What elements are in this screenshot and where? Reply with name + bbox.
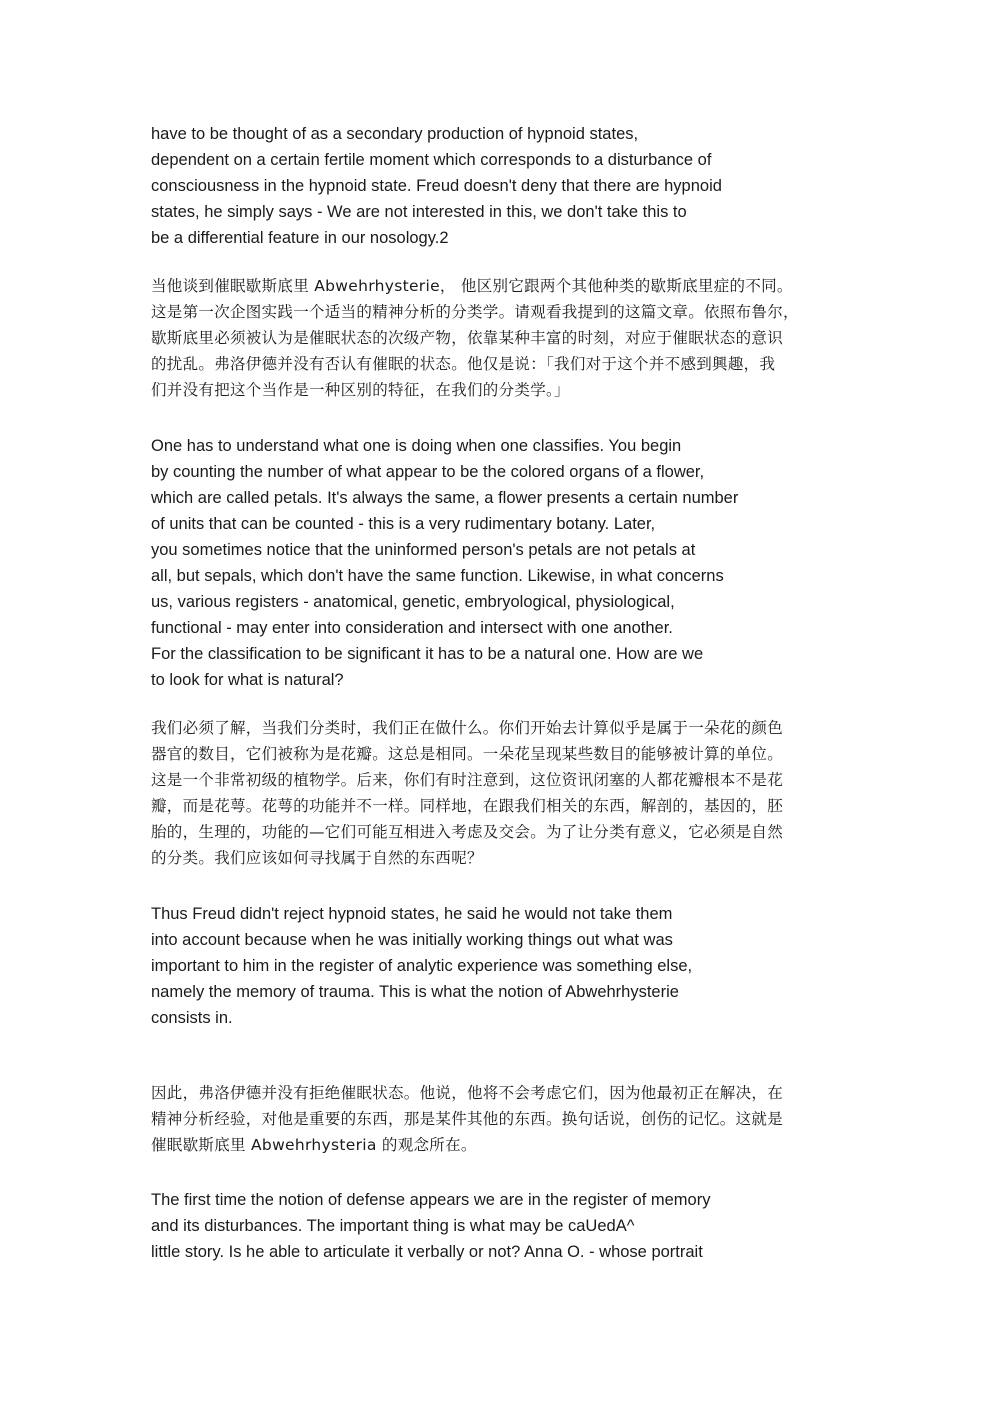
text-line: 我们必须了解，当我们分类时，我们正在做什么。你们开始去计算似乎是属于一朵花的颜色 — [151, 719, 784, 737]
text-line: little story. Is he able to articulate it verbally or not? Anna O. - whose portrait — [151, 1243, 703, 1261]
text-line: all, but sepals, which don't have the same function. Likewise, in what concerns — [151, 567, 724, 585]
text-line: 歇斯底里必须被认为是催眠状态的次级产物，依靠某种丰富的时刻，对应于催眠状态的意识 — [151, 329, 784, 347]
text-line: consciousness in the hypnoid state. Freud doesn't deny that there are hypnoid — [151, 177, 722, 195]
text-line: important to him in the register of analytic experience was something else, — [151, 957, 693, 975]
paragraph-en-4 — [151, 1187, 851, 1265]
text-line: functional - may enter into consideration and intersect with one another. — [151, 619, 673, 637]
text-line: 胎的，生理的，功能的—它们可能互相进入考虑及交会。为了让分类有意义，它必须是自然 — [151, 823, 784, 841]
text-line: namely the memory of trauma. This is what the notion of Abwehrhysterie — [151, 983, 679, 1001]
text-line: you sometimes notice that the uninformed person's petals are not petals at — [151, 541, 696, 559]
paragraph-en-1 — [151, 121, 851, 251]
text-line: by counting the number of what appear to be the colored organs of a flower, — [151, 463, 705, 481]
text-line: which are called petals. It's always the same, a flower presents a certain number — [151, 489, 739, 507]
text-line: and its disturbances. The important thing is what may be caUedA^ — [151, 1217, 635, 1235]
text-line: to look for what is natural? — [151, 671, 344, 689]
text-line: Thus Freud didn't reject hypnoid states, he said he would not take them — [151, 905, 673, 923]
text-line: 因此，弗洛伊德并没有拒绝催眠状态。他说，他将不会考虑它们，因为他最初正在解决，在 — [151, 1084, 784, 1102]
text-line: One has to understand what one is doing when one classifies. You begin — [151, 437, 682, 455]
paragraph-zh-3 — [151, 1080, 851, 1158]
text-line: states, he simply says - We are not interested in this, we don't take this to — [151, 203, 687, 221]
text-line: 瓣，而是花萼。花萼的功能并不一样。同样地，在跟我们相关的东西，解剖的，基因的，胚 — [151, 797, 784, 815]
text-line: 的分类。我们应该如何寻找属于自然的东西呢？ — [151, 849, 483, 867]
text-line: into account because when he was initially working things out what was — [151, 931, 673, 949]
paragraph-en-3 — [151, 901, 851, 1031]
text-line: The first time the notion of defense appears we are in the register of memory — [151, 1191, 711, 1209]
text-line: 器官的数目，它们被称为是花瓣。这总是相同。一朵花呈现某些数目的能够被计算的单位。 — [151, 745, 784, 763]
paragraph-zh-1 — [151, 273, 851, 403]
text-line: dependent on a certain fertile moment which corresponds to a disturbance of — [151, 151, 712, 169]
text-line: 这是一个非常初级的植物学。后来，你们有时注意到，这位资讯闭塞的人都花瓣根本不是花 — [151, 771, 784, 789]
text-line: For the classification to be significant it has to be a natural one. How are we — [151, 645, 704, 663]
text-line: 当他谈到催眠歇斯底里 Abwehrhysterie， 他区别它跟两个其他种类的歇斯底里症的不同。 — [151, 277, 793, 295]
text-line: us, various registers - anatomical, genetic, embryological, physiological, — [151, 593, 675, 611]
paragraph-zh-2 — [151, 715, 851, 871]
text-line: have to be thought of as a secondary production of hypnoid states, — [151, 125, 639, 143]
text-line: 们并没有把这个当作是一种区别的特征，在我们的分类学。」 — [151, 381, 570, 399]
text-line: of units that can be counted - this is a very rudimentary botany. Later, — [151, 515, 656, 533]
text-line: 的扰乱。弗洛伊德并没有否认有催眠的状态。他仅是说：「我们对于这个并不感到興趣，我 — [151, 355, 776, 373]
text-line: consists in. — [151, 1009, 233, 1027]
text-line: 催眠歇斯底里 Abwehrhysteria 的观念所在。 — [151, 1136, 477, 1154]
text-line: 精神分析经验，对他是重要的东西，那是某件其他的东西。换句话说，创伤的记忆。这就是 — [151, 1110, 784, 1128]
text-line: 这是第一次企图实践一个适当的精神分析的分类学。请观看我提到的这篇文章。依照布鲁尔， — [151, 303, 799, 321]
text-line: be a differential feature in our nosology.2 — [151, 229, 449, 247]
paragraph-en-2 — [151, 433, 851, 693]
